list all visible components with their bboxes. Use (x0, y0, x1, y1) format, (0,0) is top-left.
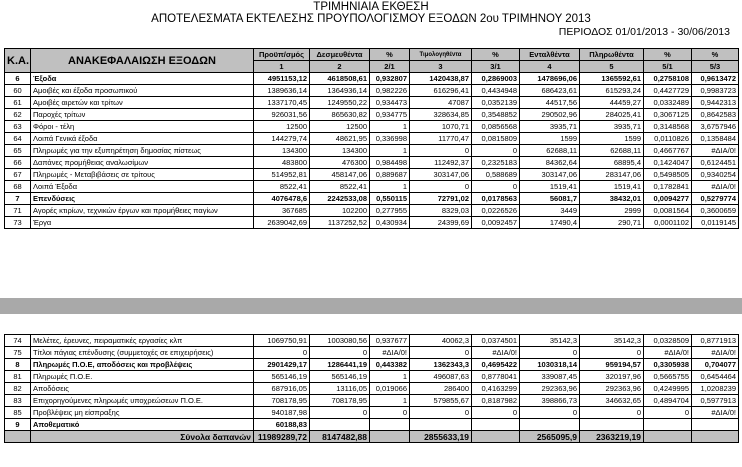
cell-c2: 1137252,52 (310, 217, 370, 229)
totals-row (5, 431, 739, 443)
cell-ka: 83 (5, 395, 31, 407)
cell-p53: 0,1358484 (692, 133, 739, 145)
cell-p21: 0,019066 (370, 383, 410, 395)
cell-p31: 0,0815809 (472, 133, 520, 145)
cell-c3: 303147,06 (410, 169, 472, 181)
cell-p21: 0,336998 (370, 133, 410, 145)
cell-p51: 0,0328509 (644, 335, 692, 347)
col-header-pct51: % (644, 49, 692, 61)
cell-c2: 134300 (310, 145, 370, 157)
cell-ka: 9 (5, 419, 31, 431)
cell-ka: 6 (5, 73, 31, 85)
table-row (5, 121, 739, 133)
cell-p53: 0,9442313 (692, 97, 739, 109)
cell-ka: 81 (5, 371, 31, 383)
cell-c3: 11770,47 (410, 133, 472, 145)
cell-c5: 320197,96 (580, 371, 644, 383)
subcol-5: 5 (580, 61, 644, 73)
table-row (5, 109, 739, 121)
cell-c4: 339087,45 (520, 371, 580, 383)
table-row (5, 419, 739, 431)
cell-c3: 0 (410, 347, 472, 359)
cell-c1: 1389636,14 (254, 85, 310, 97)
cell-c2: 102200 (310, 205, 370, 217)
cell-c1: 1337170,45 (254, 97, 310, 109)
cell-c3: 0 (410, 145, 472, 157)
cell-ka: 65 (5, 145, 31, 157)
cell-c2: 565146,19 (310, 371, 370, 383)
cell-ka: 71 (5, 205, 31, 217)
cell-c5: 0 (580, 407, 644, 419)
subcol-53: 5/3 (692, 61, 739, 73)
cell-c5: 1599 (580, 133, 644, 145)
cell-p53: #ΔΙΑ/0! (692, 181, 739, 193)
cell-p21: 0,934775 (370, 109, 410, 121)
cell-c3: 0 (410, 181, 472, 193)
cell-p53: 0,5279774 (692, 193, 739, 205)
cell-c1: 8522,41 (254, 181, 310, 193)
cell-p53: 0,9613472 (692, 73, 739, 85)
cell-c4: 1519,41 (520, 181, 580, 193)
cell-p21: 1 (370, 371, 410, 383)
cell-c2: 458147,06 (310, 169, 370, 181)
cell-ka: 8 (5, 359, 31, 371)
cell-p53: 0,704077 (692, 359, 739, 371)
cell-c1: 60188,83 (254, 419, 310, 431)
cell-p31: 0,0856568 (472, 121, 520, 133)
col-header-invoiced: Τιμολογηθέντα (410, 49, 472, 61)
cell-ka: 62 (5, 109, 31, 121)
cell-c5: 346632,65 (580, 395, 644, 407)
cell-c2: 2242533,08 (310, 193, 370, 205)
cell-ka: 7 (5, 193, 31, 205)
cell-c3: 0 (410, 407, 472, 419)
cell-p31: 0,3548852 (472, 109, 520, 121)
subcol-21: 2/1 (370, 61, 410, 73)
cell-p51: 0,5498505 (644, 169, 692, 181)
report-title: ΤΡΙΜΗΝΙΑΙΑ ΕΚΘΕΣΗ (313, 1, 429, 13)
cell-c5: 2999 (580, 205, 644, 217)
cell-c3: 40062,3 (410, 335, 472, 347)
cell-c5: 0 (580, 347, 644, 359)
cell-p31: 0,8778041 (472, 371, 520, 383)
expenses-table-bottom (4, 334, 739, 443)
subcol-4: 4 (520, 61, 580, 73)
cell-p51: 0 (644, 407, 692, 419)
cell-c4: 35142,3 (520, 335, 580, 347)
cell-c2: 1364936,14 (310, 85, 370, 97)
cell-p51: 0,4894704 (644, 395, 692, 407)
cell-desc: Πληρωμές Π.Ο.Ε. (31, 371, 254, 383)
cell-c3: 72791,02 (410, 193, 472, 205)
cell-desc: Αποδόσεις (31, 383, 254, 395)
cell-c1: 940187,98 (254, 407, 310, 419)
cell-c3: 8329,03 (410, 205, 472, 217)
col-header-pct53: % (692, 49, 739, 61)
total-committed: 8147482,88 (310, 431, 370, 443)
cell-c3: 1362343,3 (410, 359, 472, 371)
cell-desc: Αποθεματικό (31, 419, 254, 431)
table-row (5, 407, 739, 419)
table-row (5, 205, 739, 217)
subcol-2: 2 (310, 61, 370, 73)
cell-p51: 0,0081564 (644, 205, 692, 217)
table-row (5, 395, 739, 407)
cell-c5: 283147,06 (580, 169, 644, 181)
cell-ka: 85 (5, 407, 31, 419)
cell-p51: 0,1782841 (644, 181, 692, 193)
cell-p53: 0,6454464 (692, 371, 739, 383)
table-row (5, 217, 739, 229)
cell-p21: 0,982226 (370, 85, 410, 97)
cell-desc: Επιχορηγούμενες πληρωμές υποχρεώσεων Π.Ο.Ε. (31, 395, 254, 407)
table-row (5, 85, 739, 97)
cell-c4: 1030318,14 (520, 359, 580, 371)
cell-p53: 0,0119145 (692, 217, 739, 229)
cell-p53: 0,5977913 (692, 395, 739, 407)
cell-p21: 1 (370, 145, 410, 157)
cell-c4: 44517,56 (520, 97, 580, 109)
cell-c4: 292363,96 (520, 383, 580, 395)
cell-p51: 0,2758108 (644, 73, 692, 85)
cell-c2: 1286441,19 (310, 359, 370, 371)
total-budget: 11989289,72 (254, 431, 310, 443)
cell-ka: 66 (5, 157, 31, 169)
cell-p31: 0,0092457 (472, 217, 520, 229)
cell-c4: 84362,64 (520, 157, 580, 169)
cell-p53: 1,0208239 (692, 383, 739, 395)
cell-c4: 17490,4 (520, 217, 580, 229)
cell-p21: 1 (370, 395, 410, 407)
report-period: ΠΕΡΙΟΔΟΣ 01/01/2013 - 30/06/2013 (558, 26, 730, 38)
totals-empty-cell (644, 431, 692, 443)
cell-p51: 0,3305938 (644, 359, 692, 371)
cell-desc: Φόροι - τέλη (31, 121, 254, 133)
table-row (5, 97, 739, 109)
cell-p21: 0,934473 (370, 97, 410, 109)
cell-c5: 1519,41 (580, 181, 644, 193)
subcol-1: 1 (254, 61, 310, 73)
cell-p21: 0,984498 (370, 157, 410, 169)
header-row (5, 49, 739, 61)
cell-desc: Λοιπά Γενικά έξοδα (31, 133, 254, 145)
cell-c1: 1069750,91 (254, 335, 310, 347)
cell-p51: 0,4667767 (644, 145, 692, 157)
cell-p53: 0,9983723 (692, 85, 739, 97)
cell-c2: 708178,95 (310, 395, 370, 407)
table-row (5, 157, 739, 169)
cell-c1: 565146,19 (254, 371, 310, 383)
cell-ka: 63 (5, 121, 31, 133)
cell-c5: 290,71 (580, 217, 644, 229)
col-header-ordered: Ενταλθέντα (520, 49, 580, 61)
cell-c2: 4618508,61 (310, 73, 370, 85)
col-header-desc: ΑΝΑΚΕΦΑΛΑΙΩΣΗ ΕΞΟΔΩΝ (31, 49, 254, 73)
cell-p31: 0 (472, 145, 520, 157)
cell-c1: 4951153,12 (254, 73, 310, 85)
cell-c5: 35142,3 (580, 335, 644, 347)
totals-empty-cell (5, 431, 31, 443)
cell-p21: 0,550115 (370, 193, 410, 205)
cell-p31: 0,4163299 (472, 383, 520, 395)
cell-c4: 0 (520, 407, 580, 419)
cell-ka: 73 (5, 217, 31, 229)
total-paid: 2363219,19 (580, 431, 644, 443)
cell-p53: 0,8642583 (692, 109, 739, 121)
cell-ka: 82 (5, 383, 31, 395)
subcol-51: 5/1 (644, 61, 692, 73)
cell-p31: 0,588689 (472, 169, 520, 181)
cell-p31: 0 (472, 181, 520, 193)
cell-p31: 0,0178563 (472, 193, 520, 205)
cell-c2: 0 (310, 407, 370, 419)
cell-c1: 926031,56 (254, 109, 310, 121)
cell-c5: 1365592,61 (580, 73, 644, 85)
table-row (5, 73, 739, 85)
cell-c5: 615293,24 (580, 85, 644, 97)
cell-c2: 13116,05 (310, 383, 370, 395)
cell-desc: Τίτλοι πάγιας επένδυσης (συμμετοχές σε επιχειρήσεις) (31, 347, 254, 359)
col-header-paid: Πληρωθέντα (580, 49, 644, 61)
cell-p21: 0,932807 (370, 73, 410, 85)
cell-c3: 47087 (410, 97, 472, 109)
cell-desc: Αγορές κτιρίων, τεχνικών έργων και προμήθειες παγίων (31, 205, 254, 217)
cell-c4 (520, 419, 580, 431)
cell-c1: 4076478,6 (254, 193, 310, 205)
cell-p51: 0,0001102 (644, 217, 692, 229)
cell-c2: 476300 (310, 157, 370, 169)
col-header-ka: Κ.Α. (5, 49, 31, 73)
totals-label: Σύνολα δαπανών (31, 431, 254, 443)
cell-desc: Πληρωμές - Μεταβιβάσεις σε τρίτους (31, 169, 254, 181)
table-row (5, 371, 739, 383)
cell-c2: 12500 (310, 121, 370, 133)
table-row (5, 193, 739, 205)
table-row (5, 383, 739, 395)
cell-c2: 1003080,56 (310, 335, 370, 347)
expenses-table-top (4, 48, 739, 229)
cell-p53: #ΔΙΑ/0! (692, 347, 739, 359)
cell-c4: 0 (520, 347, 580, 359)
cell-p31: 0,0374501 (472, 335, 520, 347)
cell-c5: 3935,71 (580, 121, 644, 133)
cell-c4: 290502,96 (520, 109, 580, 121)
cell-p31: 0,8187982 (472, 395, 520, 407)
table-row (5, 133, 739, 145)
cell-c4: 686423,61 (520, 85, 580, 97)
cell-p51: 0,4249995 (644, 383, 692, 395)
col-header-pct21: % (370, 49, 410, 61)
cell-c4: 1478696,06 (520, 73, 580, 85)
cell-desc: Λοιπά Έξοδα (31, 181, 254, 193)
cell-c1: 0 (254, 347, 310, 359)
cell-p21: 0,937677 (370, 335, 410, 347)
cell-p31 (472, 419, 520, 431)
cell-desc: Μελέτες, έρευνες, πειραματικές εργασίες κλπ (31, 335, 254, 347)
cell-p31: 0,0352139 (472, 97, 520, 109)
totals-empty-cell (692, 431, 739, 443)
table-row (5, 145, 739, 157)
cell-desc: Έξοδα (31, 73, 254, 85)
cell-p51: 0,0094277 (644, 193, 692, 205)
col-header-committed: Δεσμευθέντα (310, 49, 370, 61)
cell-p31: 0,4695422 (472, 359, 520, 371)
cell-desc: Αμοιβές και έξοδα προσωπικού (31, 85, 254, 97)
totals-empty-cell (370, 431, 410, 443)
subcol-3: 3 (410, 61, 472, 73)
cell-desc: Παροχές τρίτων (31, 109, 254, 121)
cell-p31: 0,2325183 (472, 157, 520, 169)
cell-c4: 398866,73 (520, 395, 580, 407)
table-row (5, 169, 739, 181)
report-subtitle: ΑΠΟΤΕΛΕΣΜΑΤΑ ΕΚΤΕΛΕΣΗΣ ΠΡΟΥΠΟΛΟΓΙΣΜΟΥ ΕΞΟΔΩΝ 2ου ΤΡΙΜΗΝΟΥ 2013 (151, 13, 591, 25)
cell-p51: 0,0110826 (644, 133, 692, 145)
cell-ka: 67 (5, 169, 31, 181)
cell-p53: #ΔΙΑ/0! (692, 407, 739, 419)
cell-c1: 12500 (254, 121, 310, 133)
cell-p21: 1 (370, 121, 410, 133)
cell-c2 (310, 419, 370, 431)
cell-p21: 0 (370, 407, 410, 419)
cell-c5: 62688,11 (580, 145, 644, 157)
cell-desc: Αμοιβές αιρετών και τρίτων (31, 97, 254, 109)
col-header-budget: Προϋπ/σμός (254, 49, 310, 61)
cell-c3: 496087,63 (410, 371, 472, 383)
cell-p53: 0,8771913 (692, 335, 739, 347)
cell-c3: 1070,71 (410, 121, 472, 133)
cell-p31: #ΔΙΑ/0! (472, 347, 520, 359)
cell-ka: 74 (5, 335, 31, 347)
cell-p53: 3,6757946 (692, 121, 739, 133)
col-header-pct31: % (472, 49, 520, 61)
cell-c3: 1420438,87 (410, 73, 472, 85)
totals-empty-cell (472, 431, 520, 443)
cell-c4: 303147,06 (520, 169, 580, 181)
cell-c5: 68895,4 (580, 157, 644, 169)
cell-c2: 8522,41 (310, 181, 370, 193)
cell-p21: 0,277955 (370, 205, 410, 217)
table-row (5, 335, 739, 347)
cell-c4: 62688,11 (520, 145, 580, 157)
cell-c1: 514952,81 (254, 169, 310, 181)
cell-p51: 0,3148568 (644, 121, 692, 133)
cell-c4: 3935,71 (520, 121, 580, 133)
cell-ka: 61 (5, 97, 31, 109)
cell-p21: 1 (370, 181, 410, 193)
cell-p51: 0,1424047 (644, 157, 692, 169)
cell-c5: 292363,96 (580, 383, 644, 395)
cell-c3 (410, 419, 472, 431)
cell-desc: Προβλέψεις μη είσπραξης (31, 407, 254, 419)
cell-c3: 328634,85 (410, 109, 472, 121)
cell-desc: Πληρωμές για την εξυπηρέτηση δημοσίας πίστεως (31, 145, 254, 157)
cell-c5: 44459,27 (580, 97, 644, 109)
cell-c3: 579855,67 (410, 395, 472, 407)
total-invoiced: 2855633,19 (410, 431, 472, 443)
cell-c2: 48621,95 (310, 133, 370, 145)
cell-c1: 687916,05 (254, 383, 310, 395)
cell-c2: 1249550,22 (310, 97, 370, 109)
cell-c4: 1599 (520, 133, 580, 145)
cell-c1: 483800 (254, 157, 310, 169)
cell-ka: 68 (5, 181, 31, 193)
cell-c4: 56081,7 (520, 193, 580, 205)
cell-c3: 24399,69 (410, 217, 472, 229)
cell-c5: 284025,41 (580, 109, 644, 121)
cell-c4: 3449 (520, 205, 580, 217)
cell-c3: 112492,37 (410, 157, 472, 169)
cell-ka: 64 (5, 133, 31, 145)
cell-p53: 0,9340254 (692, 169, 739, 181)
cell-ka: 60 (5, 85, 31, 97)
cell-p51 (644, 419, 692, 431)
table-row (5, 347, 739, 359)
cell-c5: 38432,01 (580, 193, 644, 205)
cell-c1: 708178,95 (254, 395, 310, 407)
cell-p53: 0,3600659 (692, 205, 739, 217)
cell-p21: #ΔΙΑ/0! (370, 347, 410, 359)
cell-p21 (370, 419, 410, 431)
cell-c3: 286400 (410, 383, 472, 395)
sheet-split-divider (0, 298, 742, 314)
cell-p53: #ΔΙΑ/0! (692, 145, 739, 157)
cell-c5 (580, 419, 644, 431)
cell-c1: 2901429,17 (254, 359, 310, 371)
cell-c2: 0 (310, 347, 370, 359)
cell-c3: 616296,41 (410, 85, 472, 97)
cell-p53 (692, 419, 739, 431)
cell-ka: 75 (5, 347, 31, 359)
cell-c1: 367685 (254, 205, 310, 217)
subcol-31: 3/1 (472, 61, 520, 73)
cell-desc: Πληρωμές Π.Ο.Ε, αποδόσεις και προβλέψεις (31, 359, 254, 371)
cell-p31: 0,0226526 (472, 205, 520, 217)
cell-c1: 134300 (254, 145, 310, 157)
table-row (5, 181, 739, 193)
cell-c5: 959194,57 (580, 359, 644, 371)
cell-p51: 0,4427729 (644, 85, 692, 97)
cell-p31: 0 (472, 407, 520, 419)
cell-c1: 2639042,69 (254, 217, 310, 229)
cell-p51: 0,0332489 (644, 97, 692, 109)
cell-p53: 0,6124451 (692, 157, 739, 169)
cell-c1: 144279,74 (254, 133, 310, 145)
cell-p31: 0,4434948 (472, 85, 520, 97)
cell-p51: 0,3067125 (644, 109, 692, 121)
cell-p51: #ΔΙΑ/0! (644, 347, 692, 359)
cell-desc: Έργα (31, 217, 254, 229)
cell-p31: 0,2869003 (472, 73, 520, 85)
table-row (5, 359, 739, 371)
cell-c2: 865630,82 (310, 109, 370, 121)
total-ordered: 2565095,9 (520, 431, 580, 443)
cell-p21: 0,430934 (370, 217, 410, 229)
cell-desc: Επενδύσεις (31, 193, 254, 205)
cell-desc: Δαπάνες προμήθειας αναλωσίμων (31, 157, 254, 169)
cell-p51: 0,5665755 (644, 371, 692, 383)
cell-p21: 0,889687 (370, 169, 410, 181)
cell-p21: 0,443382 (370, 359, 410, 371)
